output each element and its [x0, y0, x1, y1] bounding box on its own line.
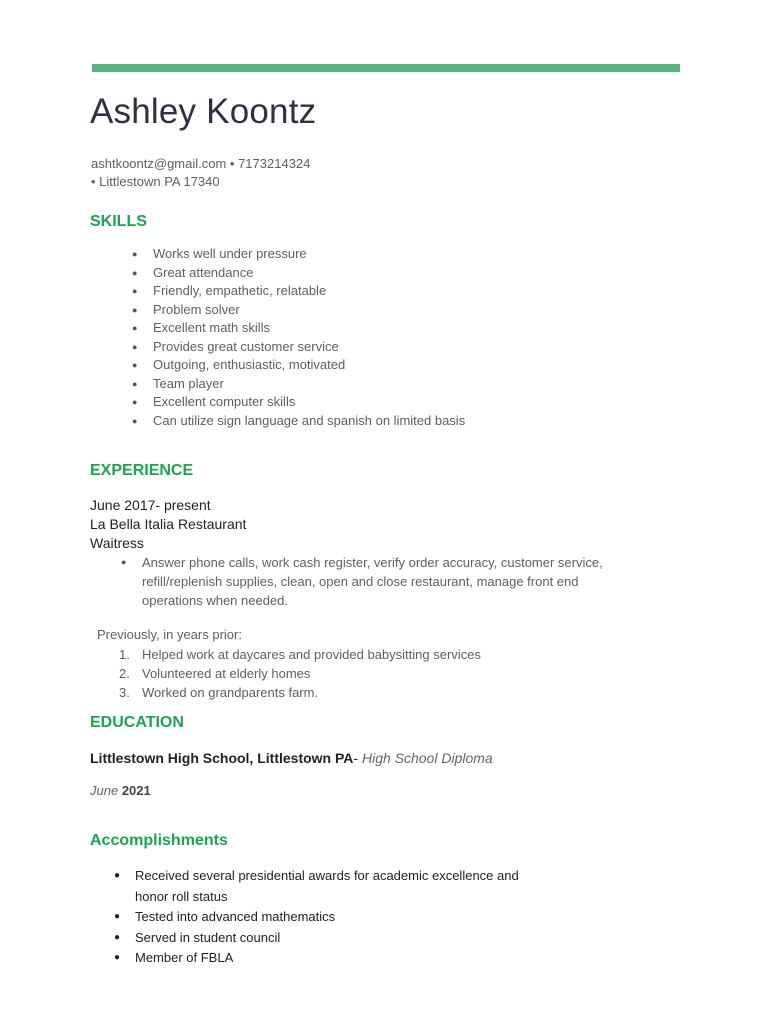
skill-item: ● Friendly, empathetic, relatable [132, 282, 465, 301]
skill-item: ● Excellent computer skills [132, 393, 465, 412]
bullet-icon: ● [132, 397, 138, 407]
skill-item: ● Can utilize sign language and spanish on limited basis [132, 412, 465, 431]
school-line: Littlestown High School, Littlestown PA- High School Diploma [90, 750, 493, 766]
graduation-date [90, 783, 151, 798]
prior-item: 3. Worked on grandparents farm. [119, 685, 319, 700]
bullet-icon: ● [132, 378, 138, 389]
skill-item: ● Excellent math skills [132, 319, 465, 338]
previously-label: Previously, in years prior: [97, 627, 242, 642]
bullet-icon: ● [114, 911, 121, 922]
job-role: Waitress [90, 535, 144, 551]
candidate-name: Ashley Koontz [90, 92, 317, 131]
bullet-icon: ● [132, 323, 138, 333]
bullet-icon: ● [121, 557, 127, 567]
bullet-icon: ● [132, 286, 138, 296]
accomplishments-list [114, 866, 554, 969]
bullet-icon: ● [132, 304, 138, 315]
school-name: Littlestown High School, Littlestown PA [90, 750, 354, 766]
bullet-icon: ● [132, 249, 138, 259]
accomplishment-item: ● Member of FBLA [114, 948, 554, 969]
bullet-icon: ● [114, 931, 121, 943]
skills-list [132, 245, 465, 430]
contact-info [91, 155, 310, 191]
job-dates: June 2017- present [90, 497, 211, 513]
accomplishments-heading: Accomplishments [90, 832, 228, 849]
education-heading: EDUCATION [90, 714, 184, 731]
bullet-icon: ● [132, 341, 138, 352]
graduation-month: June [90, 783, 119, 798]
accomplishment-item: ● Served in student council [114, 928, 554, 949]
skill-item: ● Provides great customer service [132, 338, 465, 357]
degree: High School Diploma [361, 750, 493, 766]
job-summary [90, 496, 246, 553]
skill-item: ● Team player [132, 375, 465, 394]
skills-heading: SKILLS [90, 213, 147, 230]
top-accent-bar [92, 64, 680, 72]
prior-experience-list [119, 645, 481, 702]
bullet-icon: ● [132, 415, 138, 426]
experience-heading: EXPERIENCE [90, 462, 194, 479]
contact-location: • Littlestown PA 17340 [91, 174, 220, 189]
job-duties [121, 553, 621, 610]
job-employer: La Bella Italia Restaurant [90, 516, 247, 532]
skill-item: ● Great attendance [132, 264, 465, 283]
bullet-icon: ● [132, 360, 138, 370]
skill-item: ● Works well under pressure [132, 245, 465, 264]
skill-item: ● Outgoing, enthusiastic, motivated [132, 356, 465, 375]
bullet-icon: ● [114, 870, 121, 881]
bullet-icon: ● [114, 952, 121, 963]
job-duties-text: Answer phone calls, work cash register, verify order accuracy, customer service, refill/replenish supplies, clean, open and close restaurant, manage front end operations when needed. [142, 555, 603, 608]
contact-email-phone: ashtkoontz@gmail.com • 7173214324 [91, 156, 311, 171]
graduation-year: 2021 [121, 783, 151, 798]
bullet-icon: ● [132, 267, 138, 278]
prior-item: 2. Volunteered at elderly homes [119, 666, 311, 681]
accomplishment-item: ● Tested into advanced mathematics [114, 907, 554, 928]
accomplishment-item: ● Received several presidential awards for academic excellence and honor roll status [114, 868, 519, 904]
prior-item: 1. Helped work at daycares and provided babysitting services [119, 647, 481, 662]
skill-item: ● Problem solver [132, 301, 465, 320]
